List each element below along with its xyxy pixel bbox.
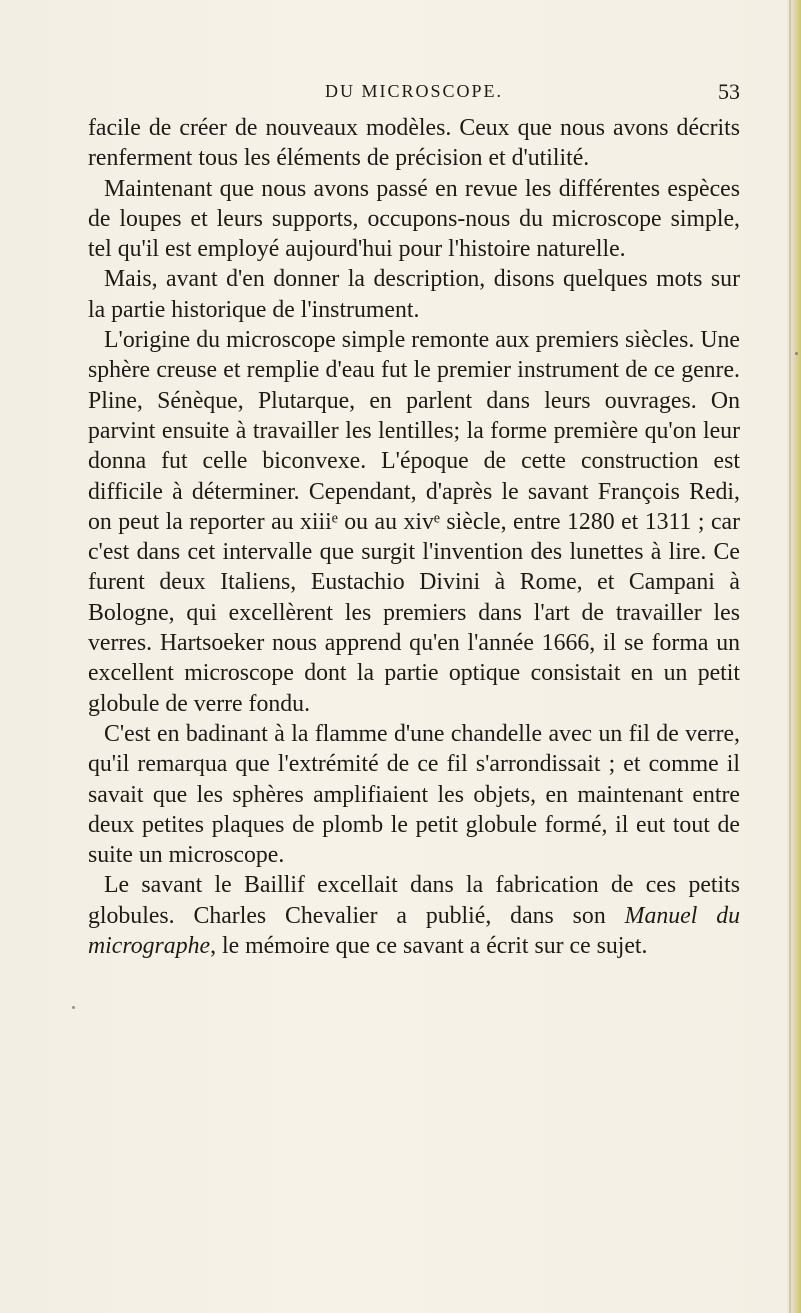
paragraph-2: Maintenant que nous avons passé en revue les différentes espèces de loupes et leurs supports, occupons-nous du microscope simple, tel qu'il est employé aujourd'hui pour l'histoire naturelle. <box>88 175 740 263</box>
page-header <box>88 81 740 107</box>
paragraph-6-end: , le mémoire que ce savant a écrit sur ce sujet. <box>210 933 648 960</box>
page-edge-line <box>789 0 791 1313</box>
paragraph-1: facile de créer de nouveaux modèles. Ceux que nous avons décrits renferment tous les éléments de précision et d'utilité. <box>88 115 740 172</box>
running-title: DU MICROSCOPE. <box>324 81 504 101</box>
paragraph-5: C'est en badinant à la flamme d'une chandelle avec un fil de verre, qu'il remarqua que l'extrémité de ce fil s'arrondissait ; et comme il savait que les sphères amplifiaient les objets, en maintenant entre deux petites plaques de plomb le petit globule formé, il eut tout de suite un microscope. <box>88 720 740 869</box>
paragraph-3: Mais, avant d'en donner la description, disons quelques mots sur la partie historique de l'instrument. <box>88 266 740 323</box>
paragraph-6 <box>88 870 740 961</box>
speck <box>795 352 798 355</box>
paragraph-6-text: Le savant le Baillif excellait dans la fabrication de ces petits globules. Charles Chevalier a publié, dans son <box>88 872 740 929</box>
speck <box>72 1006 75 1009</box>
paragraph-4: L'origine du microscope simple remonte aux premiers siècles. Une sphère creuse et remplie d'eau fut le premier instrument de ce genre. Pline, Sénèque, Plutarque, en parlent dans leurs ouvrages. On parvint ensuite à travailler les lentilles; la forme première qu'on leur donna fut celle biconvexe. L'époque de cette construction est difficile à déterminer. Cependant, d'après le savant François Redi, on peut la reporter au xiiiᵉ ou au xivᵉ siècle, entre 1280 et 1311 ; car c'est dans cet intervalle que surgit l'invention des lunettes à lire. Ce furent deux Italiens, Eustachio Divini à Rome, et Campani à Bologne, qui excellèrent les premiers dans l'art de travailler les verres. Hartsoeker nous apprend qu'en l'année 1666, il se forma un excellent microscope dont la partie optique consistait en un petit globule de verre fondu. <box>88 327 740 717</box>
page-number: 53 <box>718 79 740 104</box>
book-title: Manuel du micrographe <box>88 902 740 960</box>
body-text <box>88 113 740 961</box>
